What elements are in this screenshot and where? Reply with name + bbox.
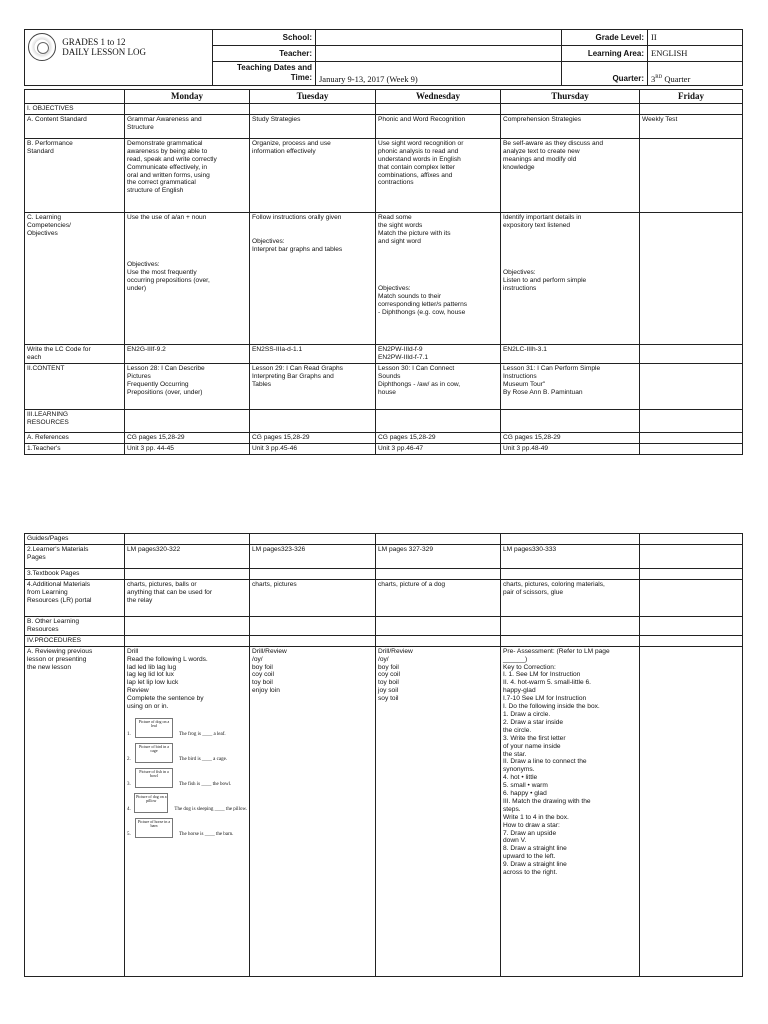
table-cell: LM pages323-326 <box>250 544 376 568</box>
table-cell: Lesson 29: I Can Read Graphs Interpreting Bar Graphs and Tables <box>250 363 376 409</box>
worksheet-picture: Picture of dog on a pillow <box>134 793 168 813</box>
table-cell: Follow instructions orally given Objectives: Interpret bar graphs and tables <box>250 212 376 344</box>
table-cell <box>640 212 743 344</box>
table-cell <box>125 635 250 646</box>
row-label: Guides/Pages <box>25 534 125 545</box>
table-cell: Identify important details in expository text listened Objectives: Listen to and perform simple instructions <box>501 212 640 344</box>
table-cell <box>501 616 640 635</box>
table-cell <box>640 432 743 443</box>
table-cell: Pre- Assessment: (Refer to LM page ______) Key to Correction: I. 1. See LM for Instruction II. 4. hot-warm 5. small-little 6. happy-glad I.7-10 See LM for Instruction I. Do the following inside the box. 1. Draw a circle. 2. Draw a star inside the circle. 3. Write the first letter of your name inside the star. II. Draw a line to connect the synonyms. 4. hot • little 5. small • warm 6. happy • glad III. Match the drawing with the steps. Write 1 to 4 in the box. How to draw a star: 7. Draw an upside down V. 8. Draw a straight line upward to the left. 9. Draw a straight line across to the right. <box>501 646 640 976</box>
table-cell: Drill/Review /oy/ boy foil coy coil toy boil enjoy loin <box>250 646 376 976</box>
table-row <box>25 344 743 363</box>
table-row <box>25 568 743 579</box>
teacher-value <box>316 46 562 62</box>
table-cell: charts, picture of a dog <box>376 579 501 616</box>
table-cell: CG pages 15,28-29 <box>250 432 376 443</box>
table-cell <box>376 568 501 579</box>
table-cell: Drill Read the following L words. lad led lib lag lug lag leg lid lot lux lap let lip low luck Review Complete the sentence by using on or in. 1. Picture of dog on a leaf The frog is ____ a leaf. 2. Picture of bird in a cage The bird is ____ a cage. 3. Picture of fish in a bowl The fish is ____ the bowl. 4. Picture of dog on a pillow The dog is sleeping ____ the pillow. 5. Picture of horse in a barn The horse is ____ the barn. <box>125 646 250 976</box>
lesson-table-page2 <box>24 533 743 977</box>
row-label: III.LEARNING RESOURCES <box>25 409 125 432</box>
table-cell <box>501 534 640 545</box>
row-label: Write the LC Code for each <box>25 344 125 363</box>
table-cell <box>376 104 501 115</box>
table-cell <box>640 443 743 454</box>
table-cell: Read some the sight words Match the picture with its and sight word Objectives: Match sounds to their corresponding letter/s patterns - Diphthongs (e.g. cow, house <box>376 212 501 344</box>
school-label: School: <box>213 30 316 46</box>
table-cell <box>501 104 640 115</box>
grade-value: II <box>648 30 743 46</box>
header-table <box>24 29 743 86</box>
table-cell <box>640 646 743 976</box>
table-cell <box>125 409 250 432</box>
quarter-value: 3RD Quarter <box>648 62 743 86</box>
table-cell <box>125 104 250 115</box>
table-cell <box>125 616 250 635</box>
table-cell <box>376 409 501 432</box>
table-cell <box>640 138 743 212</box>
row-label: IV.PROCEDURES <box>25 635 125 646</box>
title-block <box>25 30 213 86</box>
worksheet-sentence: The horse is ____ the barn. <box>179 831 234 837</box>
table-cell <box>501 568 640 579</box>
table-cell: Use the use of a/an + noun Objectives: Use the most frequently occurring prepositions (over, under) <box>125 212 250 344</box>
table-cell <box>640 104 743 115</box>
table-row <box>25 104 743 115</box>
row-label: II.CONTENT <box>25 363 125 409</box>
row-label: 1.Teacher's <box>25 443 125 454</box>
row-label: A. References <box>25 432 125 443</box>
table-cell: EN2PW-IIId-f-9 EN2PW-IIId-f-7.1 <box>376 344 501 363</box>
table-cell <box>125 568 250 579</box>
school-value <box>316 30 562 46</box>
row-label: 3.Textbook Pages <box>25 568 125 579</box>
table-cell: Use sight word recognition or phonic analysis to read and understand words in English that contain complex letter combinations, affixes and contractions <box>376 138 501 212</box>
corner-cell <box>25 90 125 104</box>
table-cell <box>640 534 743 545</box>
table-cell <box>640 579 743 616</box>
table-cell: Organize, process and use information effectively <box>250 138 376 212</box>
table-cell: CG pages 15,28-29 <box>376 432 501 443</box>
table-cell <box>640 635 743 646</box>
table-cell: Unit 3 pp.48-49 <box>501 443 640 454</box>
table-cell <box>250 534 376 545</box>
table-cell <box>250 568 376 579</box>
worksheet-picture: Picture of bird in a cage <box>135 743 173 763</box>
table-cell: CG pages 15,28-29 <box>125 432 250 443</box>
table-row <box>25 534 743 545</box>
dates-value: January 9-13, 2017 (Week 9) <box>316 62 562 86</box>
day-header-friday: Friday <box>640 90 743 104</box>
table-cell <box>125 534 250 545</box>
table-cell <box>640 568 743 579</box>
row-label: 2.Learner's Materials Pages <box>25 544 125 568</box>
table-cell <box>376 534 501 545</box>
table-row <box>25 635 743 646</box>
row-label: A. Content Standard <box>25 114 125 138</box>
area-label: Learning Area: <box>562 46 648 62</box>
preposition-worksheet <box>127 713 247 838</box>
table-cell: Unit 3 pp.45-46 <box>250 443 376 454</box>
row-label: A. Reviewing previous lesson or presenting the new lesson <box>25 646 125 976</box>
table-cell: Unit 3 pp. 44-45 <box>125 443 250 454</box>
table-cell: Study Strategies <box>250 114 376 138</box>
document-title: GRADES 1 to 12 DAILY LESSON LOG <box>62 36 146 57</box>
table-cell <box>250 104 376 115</box>
worksheet-sentence: The dog is sleeping ____ the pillow. <box>174 806 247 812</box>
table-cell: LM pages330-333 <box>501 544 640 568</box>
worksheet-item: 1. Picture of dog on a leaf The frog is ____ a leaf. <box>127 718 226 737</box>
worksheet-item: 5. Picture of horse in a barn The horse is ____ the barn. <box>127 818 234 837</box>
table-row <box>25 432 743 443</box>
row-label: C. Learning Competencies/ Objectives <box>25 212 125 344</box>
table-row <box>25 646 743 976</box>
deped-seal-icon <box>28 33 56 61</box>
table-row <box>25 409 743 432</box>
lesson-table-page1 <box>24 89 743 455</box>
table-cell <box>640 616 743 635</box>
table-row <box>25 544 743 568</box>
table-cell: EN2LC-IIIh-3.1 <box>501 344 640 363</box>
table-cell: Grammar Awareness and Structure <box>125 114 250 138</box>
worksheet-item: 3. Picture of fish in a bowl The fish is ____ the bowl. <box>127 768 232 787</box>
row-label: B. Performance Standard <box>25 138 125 212</box>
table-cell: charts, pictures <box>250 579 376 616</box>
table-row <box>25 616 743 635</box>
day-header-wednesday: Wednesday <box>376 90 501 104</box>
table-row <box>25 579 743 616</box>
table-cell: charts, pictures, coloring materials, pair of scissors, glue <box>501 579 640 616</box>
table-row <box>25 212 743 344</box>
worksheet-item: 4. Picture of dog on a pillow The dog is sleeping ____ the pillow. <box>127 793 247 812</box>
row-label: B. Other Learning Resources <box>25 616 125 635</box>
worksheet-picture: Picture of horse in a barn <box>135 818 173 838</box>
worksheet-picture: Picture of fish in a bowl <box>135 768 173 788</box>
worksheet-item: 2. Picture of bird in a cage The bird is ____ a cage. <box>127 743 228 762</box>
quarter-label: Quarter: <box>562 62 648 86</box>
grade-label: Grade Level: <box>562 30 648 46</box>
table-cell: Drill/Review /oy/ boy foil coy coil toy boil joy soil soy toil <box>376 646 501 976</box>
area-value: ENGLISH <box>648 46 743 62</box>
table-cell: Lesson 31: I Can Perform Simple Instructions Museum Tour" By Rose Ann B. Pamintuan <box>501 363 640 409</box>
table-cell <box>250 635 376 646</box>
table-cell: Lesson 28: I Can Describe Pictures Frequently Occurring Prepositions (over, under) <box>125 363 250 409</box>
table-cell: CG pages 15,28-29 <box>501 432 640 443</box>
table-row <box>25 138 743 212</box>
table-cell: Be self-aware as they discuss and analyze text to create new meanings and modify old knowledge <box>501 138 640 212</box>
table-cell <box>250 616 376 635</box>
table-cell: EN2SS-IIIa-d-1.1 <box>250 344 376 363</box>
table-cell: Weekly Test <box>640 114 743 138</box>
table-row <box>25 114 743 138</box>
worksheet-sentence: The frog is ____ a leaf. <box>179 731 226 737</box>
day-header-tuesday: Tuesday <box>250 90 376 104</box>
worksheet-sentence: The fish is ____ the bowl. <box>179 781 232 787</box>
table-cell <box>376 616 501 635</box>
table-cell: Comprehension Strategies <box>501 114 640 138</box>
day-header-thursday: Thursday <box>501 90 640 104</box>
table-cell <box>501 635 640 646</box>
row-label: 4.Additional Materials from Learning Resources (LR) portal <box>25 579 125 616</box>
worksheet-sentence: The bird is ____ a cage. <box>179 756 228 762</box>
table-cell <box>501 409 640 432</box>
table-row <box>25 443 743 454</box>
table-cell: Lesson 30: I Can Connect Sounds Diphthongs - /aw/ as in cow, house <box>376 363 501 409</box>
table-cell <box>640 344 743 363</box>
table-cell <box>640 544 743 568</box>
table-cell: LM pages320-322 <box>125 544 250 568</box>
worksheet-picture: Picture of dog on a leaf <box>135 718 173 738</box>
table-cell <box>640 363 743 409</box>
teacher-label: Teacher: <box>213 46 316 62</box>
table-cell: charts, pictures, balls or anything that can be used for the relay <box>125 579 250 616</box>
table-cell: EN2G-IIIf-9.2 <box>125 344 250 363</box>
table-cell <box>250 409 376 432</box>
table-row <box>25 363 743 409</box>
dates-label: Teaching Dates and Time: <box>213 62 316 86</box>
row-label: I. OBJECTIVES <box>25 104 125 115</box>
table-cell <box>376 635 501 646</box>
table-cell: Demonstrate grammatical awareness by being able to read, speak and write correctly Communicate effectively, in oral and written forms, using the correct grammatical structure of English <box>125 138 250 212</box>
table-cell: Unit 3 pp.46-47 <box>376 443 501 454</box>
table-cell: LM pages 327-329 <box>376 544 501 568</box>
table-cell <box>640 409 743 432</box>
day-header-monday: Monday <box>125 90 250 104</box>
table-cell: Phonic and Word Recognition <box>376 114 501 138</box>
